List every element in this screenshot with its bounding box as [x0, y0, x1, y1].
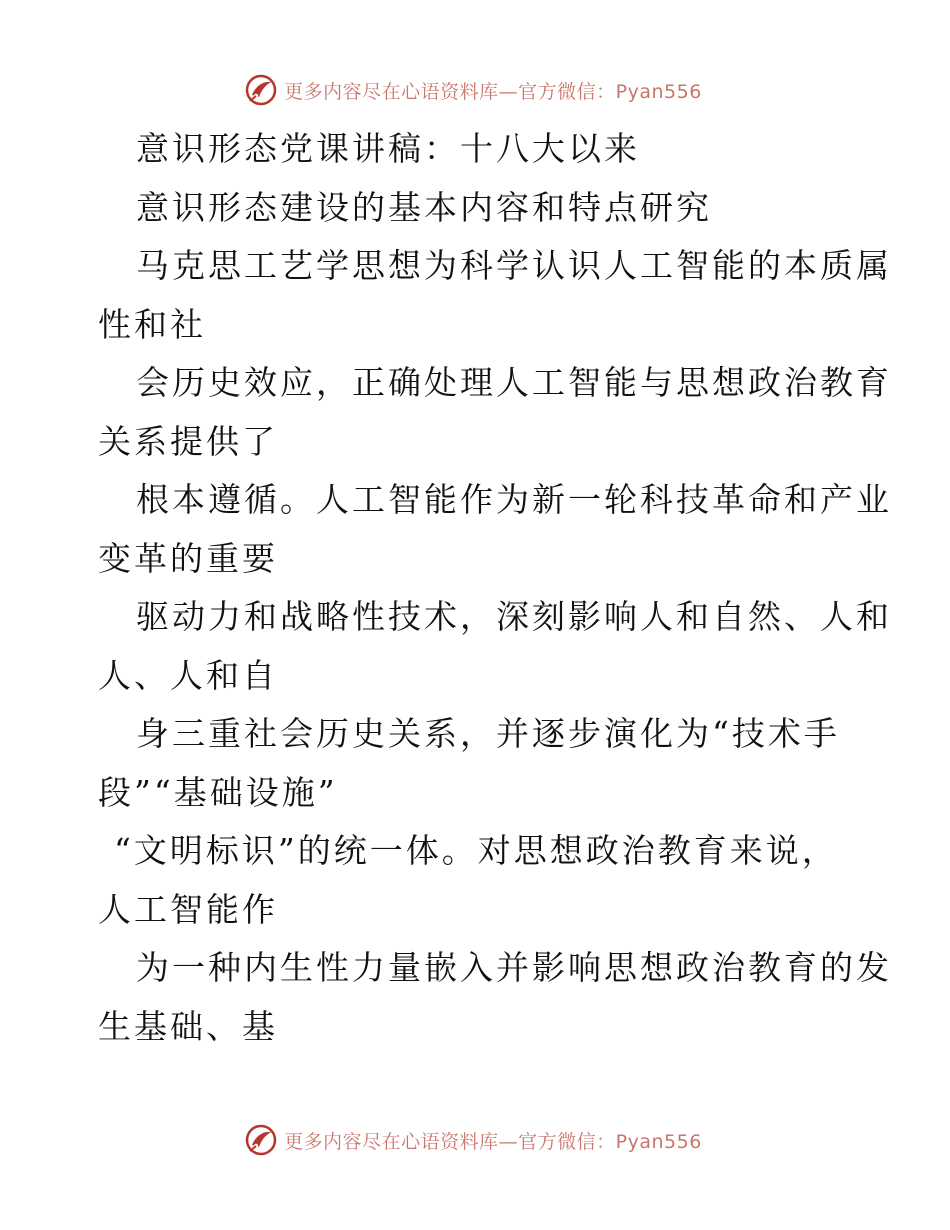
- text-line: 性和社: [98, 304, 206, 344]
- text-line: 段”“基础设施”: [98, 772, 338, 812]
- footer-separator: —: [498, 1130, 519, 1153]
- pen-nib-logo-icon: [244, 73, 278, 107]
- text-line: 意识形态党课讲稿：十八大以来: [136, 129, 640, 168]
- footer-banner-content: [244, 1123, 702, 1157]
- footer-site-text: 更多内容尽在心语资料库: [284, 1130, 499, 1153]
- text-line: 会历史效应，正确处理人工智能与思想政治教育: [136, 363, 892, 402]
- text-line: 马克思工艺学思想为科学认识人工智能的本质属: [136, 246, 892, 285]
- footer-banner: [0, 1120, 950, 1160]
- text-line: 关系提供了: [98, 421, 278, 461]
- text-line: 驱动力和战略性技术，深刻影响人和自然、人和: [136, 597, 892, 636]
- pen-nib-logo-icon: [244, 1123, 278, 1157]
- text-line: 变革的重要: [98, 538, 278, 578]
- header-wechat-text: 官方微信：Pyan556: [518, 80, 702, 103]
- header-banner: [0, 70, 950, 110]
- header-banner-content: [244, 73, 702, 107]
- text-line: 人工智能作: [98, 889, 278, 929]
- header-banner-text: [284, 77, 702, 104]
- text-line: “文明标识”的统一体。对思想政治教育来说，: [114, 831, 838, 870]
- header-site-text: 更多内容尽在心语资料库: [284, 80, 499, 103]
- footer-wechat-text: 官方微信：Pyan556: [518, 1130, 702, 1153]
- text-line: 身三重社会历史关系，并逐步演化为“技术手: [136, 714, 840, 753]
- footer-banner-text: [284, 1127, 702, 1154]
- text-line: 意识形态建设的基本内容和特点研究: [136, 187, 712, 227]
- header-separator: —: [498, 80, 519, 103]
- document-body: [98, 120, 892, 1056]
- text-line: 人、人和自: [98, 655, 278, 695]
- text-line: 为一种内生性力量嵌入并影响思想政治教育的发: [136, 948, 892, 987]
- text-line: 生基础、基: [98, 1006, 278, 1046]
- text-line: 根本遵循。人工智能作为新一轮科技革命和产业: [136, 480, 892, 519]
